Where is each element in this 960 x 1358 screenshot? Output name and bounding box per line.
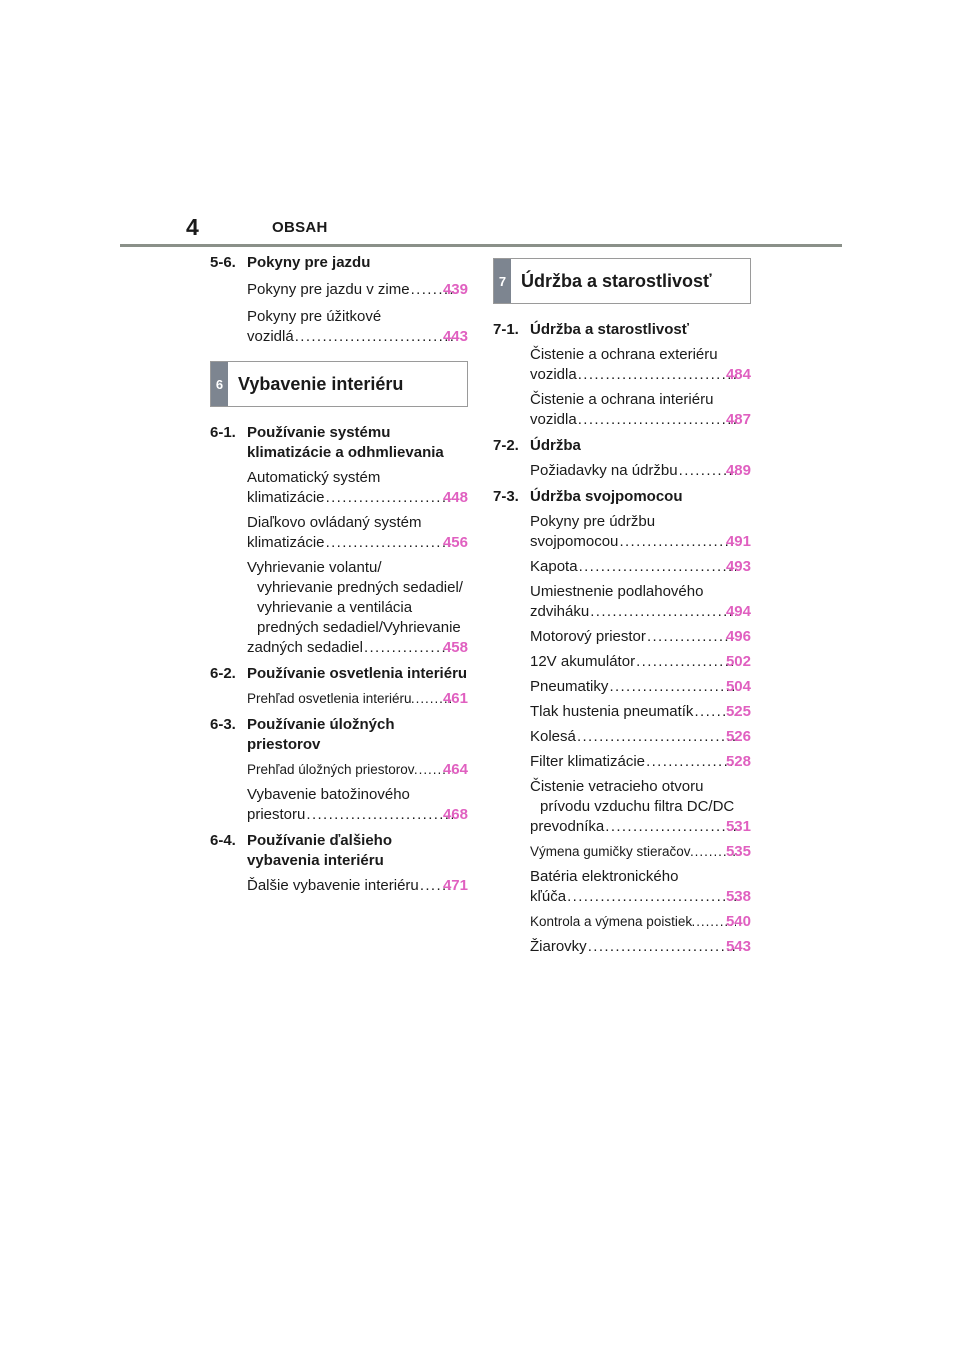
heading-number: 7-3.	[493, 488, 519, 505]
toc-entry[interactable]: Vybavenie batožinového priestoru . . . 468	[247, 785, 468, 825]
page-link[interactable]: 443	[442, 328, 468, 345]
toc-entry[interactable]: Vyhrievanie volantu/ vyhrievanie predných sedadiel/ vyhrievanie a ventilácia predných sedadiel/Vyhrievanie zadných sedadiel . . . 458	[247, 558, 468, 658]
heading-number: 6-1.	[210, 424, 236, 441]
toc-heading-5-6	[210, 253, 468, 273]
page-link[interactable]: 493	[725, 558, 751, 575]
toc-entry[interactable]: Žiarovky . . . 543	[530, 937, 751, 957]
heading-title: Používanie osvetlenia interiéru	[247, 665, 468, 682]
toc-entry[interactable]: 12V akumulátor . . . 502	[530, 652, 751, 672]
page-link[interactable]: 491	[725, 533, 751, 550]
toc-entry[interactable]: Diaľkovo ovládaný systém klimatizácie . . . 456	[247, 513, 468, 553]
toc-left-column	[210, 253, 468, 896]
section-tab: 6	[211, 362, 228, 406]
toc-entry[interactable]: Pokyny pre údržbu svojpomocou . . . 491	[530, 512, 751, 552]
page-link[interactable]: 461	[442, 690, 468, 707]
heading-title: Používanie ďalšieho vybavenia interiéru	[247, 832, 392, 869]
toc-entry[interactable]: Kontrola a výmena poistiek . . . 540	[530, 912, 751, 932]
toc-entry[interactable]: Kolesá . . . 526	[530, 727, 751, 747]
toc-entry[interactable]: Čistenie vetracieho otvoru prívodu vzduchu filtra DC/DC prevodníka . . . 531	[530, 777, 751, 837]
heading-title: Údržba	[530, 437, 581, 454]
page-link[interactable]: 439	[442, 281, 468, 298]
heading-title: Používanie úložných priestorov	[247, 716, 395, 753]
page-link[interactable]: 468	[442, 806, 468, 823]
page-link[interactable]: 489	[725, 462, 751, 479]
page-link[interactable]: 540	[725, 913, 751, 930]
toc-heading-6-1	[210, 423, 468, 463]
page-link[interactable]: 448	[442, 489, 468, 506]
page-link[interactable]: 471	[442, 877, 468, 894]
heading-title: Údržba svojpomocou	[530, 488, 683, 505]
page-link[interactable]: 464	[442, 761, 468, 778]
toc-entry[interactable]: Čistenie a ochrana exteriéru vozidla . . . 484	[530, 345, 751, 385]
section-title: Údržba a starostlivosť	[521, 270, 712, 291]
toc-heading-6-3	[210, 715, 468, 755]
heading-number: 5-6.	[210, 254, 236, 271]
heading-title: Pokyny pre jazdu	[247, 254, 371, 271]
page-number: 4	[186, 214, 199, 240]
page-link[interactable]: 487	[725, 411, 751, 428]
section-title: Vybavenie interiéru	[238, 373, 404, 394]
toc-entry[interactable]: Požiadavky na údržbu . . . 489	[530, 461, 751, 481]
page-link[interactable]: 526	[725, 728, 751, 745]
page-header	[0, 0, 960, 250]
toc-entry[interactable]: Výmena gumičky stieračov . . . 535	[530, 842, 751, 862]
toc-entry[interactable]: Motorový priestor . . . 496	[530, 627, 751, 647]
toc-heading-6-4	[210, 831, 468, 871]
toc-entry[interactable]: Pokyny pre jazdu v zime . . . 439	[247, 280, 468, 300]
page-link[interactable]: 494	[725, 603, 751, 620]
toc-entry[interactable]: Pokyny pre úžitkové vozidlá . . . 443	[247, 307, 468, 347]
page-link[interactable]: 484	[725, 366, 751, 383]
section-banner-6	[210, 361, 468, 407]
heading-number: 7-1.	[493, 321, 519, 338]
page-title: OBSAH	[272, 219, 328, 236]
heading-number: 6-2.	[210, 665, 236, 682]
heading-number: 6-4.	[210, 832, 236, 849]
page-link[interactable]: 525	[725, 703, 751, 720]
page-link[interactable]: 456	[442, 534, 468, 551]
toc-entry[interactable]: Automatický systém klimatizácie . . . 448	[247, 468, 468, 508]
page-link[interactable]: 504	[725, 678, 751, 695]
section-tab: 7	[494, 259, 511, 303]
toc-entry[interactable]: Kapota . . . 493	[530, 557, 751, 577]
toc-entry[interactable]: Prehľad úložných priestorov . . . 464	[247, 760, 468, 780]
toc-entry[interactable]: Umiestnenie podlahového zdviháku . . . 494	[530, 582, 751, 622]
page-link[interactable]: 531	[725, 818, 751, 835]
toc-heading-6-2	[210, 664, 468, 684]
header-divider	[120, 244, 842, 247]
toc-entry[interactable]: Ďalšie vybavenie interiéru . . . 471	[247, 876, 468, 896]
section-banner-7	[493, 258, 751, 304]
toc-entry[interactable]: Pneumatiky . . . 504	[530, 677, 751, 697]
toc-right-column	[493, 258, 751, 957]
page-link[interactable]: 535	[725, 843, 751, 860]
page-link[interactable]: 496	[725, 628, 751, 645]
toc-heading-7-2	[493, 436, 751, 456]
page-link[interactable]: 543	[725, 938, 751, 955]
toc-heading-7-1	[493, 320, 751, 340]
page-link[interactable]: 528	[725, 753, 751, 770]
toc-heading-7-3	[493, 487, 751, 507]
heading-title: Používanie systému klimatizácie a odhmlievania	[247, 424, 444, 461]
page-link[interactable]: 458	[442, 639, 468, 656]
toc-entry[interactable]: Čistenie a ochrana interiéru vozidla . . . 487	[530, 390, 751, 430]
toc-entry[interactable]: Batéria elektronického kľúča . . . 538	[530, 867, 751, 907]
toc-entry[interactable]: Tlak hustenia pneumatík . . . 525	[530, 702, 751, 722]
page-link[interactable]: 502	[725, 653, 751, 670]
heading-title: Údržba a starostlivosť	[530, 321, 689, 338]
toc-entry[interactable]: Prehľad osvetlenia interiéru . . . 461	[247, 689, 468, 709]
heading-number: 7-2.	[493, 437, 519, 454]
heading-number: 6-3.	[210, 716, 236, 733]
toc-entry[interactable]: Filter klimatizácie . . . 528	[530, 752, 751, 772]
page-link[interactable]: 538	[725, 888, 751, 905]
